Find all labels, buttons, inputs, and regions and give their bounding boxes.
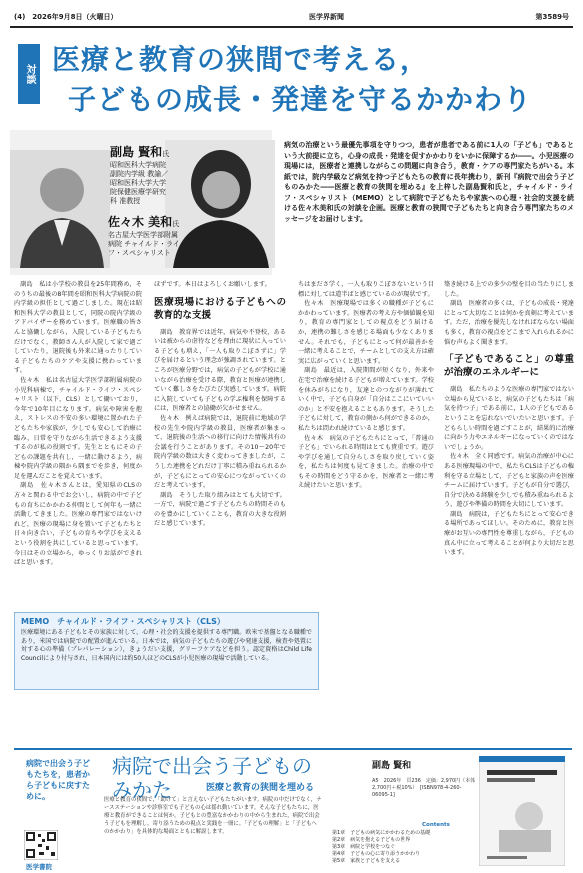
publisher-name: 医学書院	[26, 863, 52, 871]
column-2	[154, 280, 286, 610]
contents-item: 第3章 病院と学校をつなぐ	[332, 844, 396, 850]
article-title-line2: 子どもの成長・発達を守るかかわり	[68, 83, 533, 116]
paragraph: 佐々木 例えば病院では，退院前に地域の学校の先生や院内学級の教員，医療者が集まって，退院後の生活への移行に向けた情報共有の会議を行うことがあります。その10～20年で院内学級の数は大きく変わってきましたが，こうした連携をどれだけ丁寧に積み重ねられるかが，子どもにとっての安心につながっていくのだと考えています。	[154, 414, 286, 490]
speaker1-affiliation: 昭和医科大学病院副院内学級 教諭／昭和医科大学大学院保健医療学研究科 准教授	[110, 161, 169, 205]
contents-item: 第2章 病気を抱える子どもの世界	[332, 837, 411, 843]
contents-list	[332, 830, 477, 865]
issue-number: 第3589号	[535, 13, 569, 21]
book-subtitle: 医療と教育の狭間を埋める	[206, 783, 315, 793]
qr-code-icon[interactable]	[24, 830, 58, 860]
paragraph: 副島 病院は，子どもたちにとって安心できる場所であってほしい。そのために，教育と医療がお互いの専門性を尊重しながら，子どもの真ん中に立って考えることが何より大切だと思います。	[444, 510, 574, 557]
newspaper-header	[10, 8, 573, 28]
speaker2-card: 佐々木 美和氏 名古屋大学医学部附属病院 チャイルド・ライフ・スペシャリスト	[108, 215, 180, 257]
book-title-line1: 病院で出会う子どもの	[112, 754, 312, 778]
section-heading: 医療現場における子どもへの教育的な支援	[154, 296, 286, 321]
speaker1-name: 副島 賢和	[110, 145, 163, 159]
paragraph: 佐々木 医療現場では多くの職種が子どもにかかわっています。医療者の考え方や価値観を知り，教育の専門家としての視点をどう届けるか，連携の難しさを感じる場面も少なくありません。それでも，子どもにとって何が最善かを一緒に考えることで，チームとしての支え方は確実に広がっていくと思います。	[298, 300, 434, 365]
book-title	[112, 754, 315, 802]
speaker2-name: 佐々木 美和	[108, 215, 173, 229]
contents-label: Contents	[422, 822, 450, 828]
paragraph: 佐々木 病気の子どもたちにとって，「普通の子ども」でいられる時間はとても貴重です。遊びや学びを通して自分らしさを取り戻していく姿を，私たちは何度も見てきました。治療の中でもその時間をどう守るかを，医療者と一緒に考え続けたいと思います。	[298, 434, 434, 490]
paragraph: 副島 そうした取り組みはとても大切です。一方で，病院で過ごす子どもたちの時間そのものを豊かにしていくことも，教育の大きな役割だと感じています。	[154, 491, 286, 528]
paragraph: 副島 佐々木さんとは，愛知県のCLSの方々と関わる中でお会いし，病院の中で子どもの育ちにかかわる仲間として何年も一緒に活動してきました。医療の専門家ではないけれど，医療の現場に身を置いて子どもたちと日々向き合い，子どもの育ちや学びを支えるという役割を共にしていると思っています。今日はその立場から，ゆっくりお話ができればと思います。	[14, 482, 142, 567]
paragraph: 築き続ける上での多少の壁を目の当たりにしました。	[444, 281, 574, 298]
issue-date: (4) 2026年9月8日（火曜日）	[14, 13, 118, 21]
memo-body: 医療環境にある子どもとその家族に対して，心理・社会的支援を提供する専門職。欧米で基盤となる職種であり，米国では病院での配置が進んでいる。日本では，病気の子どもたちの遊びや発達支援，検査や処置に対する心の準備（プレパレーション），きょうだい支援，グリーフケアなどを担う。認定資格はChild Life Councilにより付与され，日本国内には約50人ほどのCLSが小児医療の現場で活動している。	[21, 629, 312, 662]
column-4	[444, 280, 574, 748]
paragraph: 副島 最近は，入院期間が短くなり，外来や在宅で治療を続ける子どもが増えています。学校を休みがちになり，友達とのつながりが薄れていく中で，子ども自身が「自分はここにいていいのか」と不安を抱えることもあります。そうした子どもに対して，教育の側から何ができるのか，私たちは問われ続けていると感じます。	[298, 367, 434, 432]
memo-box	[14, 612, 319, 690]
paragraph: 副島 教育界では近年，病気や不登校，あるいは被からの虐待などを理由に現状に入っている子どもも増え，「一人も取りこぼさずに」学びを届けるという理念が強調されています。ところが医療分野では，病気の子どもが学校に通いながら治療を受ける際，教育と医療が連携していく難しさをたびたび実感しています。病院に入院していても子どもの学ぶ権利を保障するには，医療者との協働が欠かせません。	[154, 328, 286, 413]
paragraph: 副島 私は小学校の教員を25年間務め，そのうちの最後の8年間を昭和医科大学病院の院内学級の担任として過ごしました。現在は昭和医科大学の教員として，同院の院内学級のアドバイザーを務めています。医療職の皆さんと協働しながら，入院している子どもたちだけでなく，教師さん人が入院して家で過ごしていたり，退院後も外来に通ったりしている子どもたちのケアや支援に携わっています。	[14, 281, 142, 375]
book-description: 医療と教育の狭間で，「助けて」と言えない子どもたちがいます。病院の中だけでなく，ナースステーションや診察室でも子どもの心は揺れ動いています。そんな子どもたちに，医療と教育ができることは何か。子どもとの豊富なかかわりの中から生まれた，病院で出会う子どもを理解し，寄り添うための視点と実践を一冊に。「子どもの理解」と「子どもへのかかわり」を具体的な場面とともに解説します。	[104, 797, 322, 835]
speaker2-photo	[165, 140, 275, 268]
book-advertisement	[14, 748, 572, 871]
contents-item: 第5章 家族と子どもを支える	[332, 858, 401, 864]
paragraph: ほずです。本日はよろしくお願いします。	[154, 281, 271, 288]
article-lead: 病気の治療という最優先事項を守りつつ，患者が患者である前に1人の「子ども」であるという大前提に立ち，心身の成長・発達を促すかかわりをいかに保障するか――。小児医療の現場には，医療者と連携しながらこの問題に向き合う，教育・ケアの専門家たちがいる。本紙では，院内学級など病気を持つ子どもたちの教育に長年携わり，新刊『病院で出会う子どものみかた――医療と教育の狭間を埋める』を上梓した副島賢和氏と，チャイルド・ライフ・スペシャリスト（MEMO）として病院で子どもたちや家族への心理・社会的支援を続ける佐々木美和氏の対談を企画。医療と教育の狭間で子どもたちと向き合う専門家たちのメッセージをお届けします。	[284, 141, 574, 223]
book-cover-image	[479, 756, 565, 866]
ad-tagline: 病院で出会う子どもたちを，患者から子どもに戻すために。	[26, 759, 90, 801]
contents-item: 第1章 子どもの病気にかかわるための基礎	[332, 830, 431, 836]
newspaper-name: 医学界新聞	[309, 13, 344, 21]
dialogue-badge: 対談	[18, 44, 40, 104]
contents-item: 第4章 子どもの心に寄り添うかかわり	[332, 851, 421, 857]
memo-title: MEMO チャイルド・ライフ・スペシャリスト（CLS）	[21, 617, 225, 626]
paragraph: ちはまださ学く，一人も取りこぼさないという目標に対しては道半ばと感じているのが現状です。	[298, 281, 434, 298]
speaker2-affiliation: 名古屋大学医学部附属病院 チャイルド・ライフ・スペシャリスト	[108, 231, 180, 257]
book-author: 副島 賢和	[372, 761, 412, 771]
section-heading: 「子どもであること」の尊重が治療のエネルギーに	[444, 354, 574, 379]
speaker1-photo	[10, 150, 110, 268]
book-title-line2: みかた	[112, 778, 172, 802]
column-1	[14, 280, 142, 610]
paragraph: 佐々木 私は名古屋大学医学部附属病院の小児科病棟で，チャイルド・ライフ・スペシャリスト（以下，CLS）として働いており，今年で10年目になります。病気や障害を抱え，ストレスの不安の多い環境に置かれた子どもたちや家族が，少しでも安心して治療に臨み，日常を守りながら生活できるよう支援するのが私の役割です。先生とともにその子どもの課題を共有し，一緒に動けるよう，病棟や院内学級の隅から隅までを歩き，何度か足を運んだことを覚えています。	[14, 376, 142, 480]
book-spec: A5 2026年 頁236 定価：2,970円（本体2,700円＋税10%） [ISBN978-4-260-06095-1]	[372, 778, 476, 798]
speaker1-card: 副島 賢和氏 昭和医科大学病院副院内学級 教諭／昭和医科大学大学院保健医療学研究科 准教授	[110, 148, 172, 206]
paragraph: 副島 私たちのような医療の専門家ではない立場から見ていると，病気の子どもたちは「病気を持つ子」である前に，1人の子どもであるということを忘れないでいたいと思います。子どもらしい時間を過ごすことが，結果的に治療に向かう力やエネルギーになっていくのではないでしょうか。	[444, 386, 574, 451]
paragraph: 副島 医療者の多くは，子どもの成長・発達にとって大切なことは何かを真剣に考えています。ただ，治療を優先しなければならない場面も多く，教育の視点をどこまで入れられるかに悩む声もよく聞きます。	[444, 300, 574, 346]
article-title-block	[18, 38, 558, 128]
article-title-line1: 医療と教育の狭間で考える，	[52, 43, 430, 76]
paragraph: 佐々木 全く同感です。病気の治療が中心にある医療現場の中で，私たちCLSは子どもの権利を守る立場として，子どもと家族の声を医療チームに届けています。子どもが自分で選び，自分で決める経験を少しでも積み重ねられるよう，遊びや準備の時間を大切にしています。	[444, 453, 574, 509]
